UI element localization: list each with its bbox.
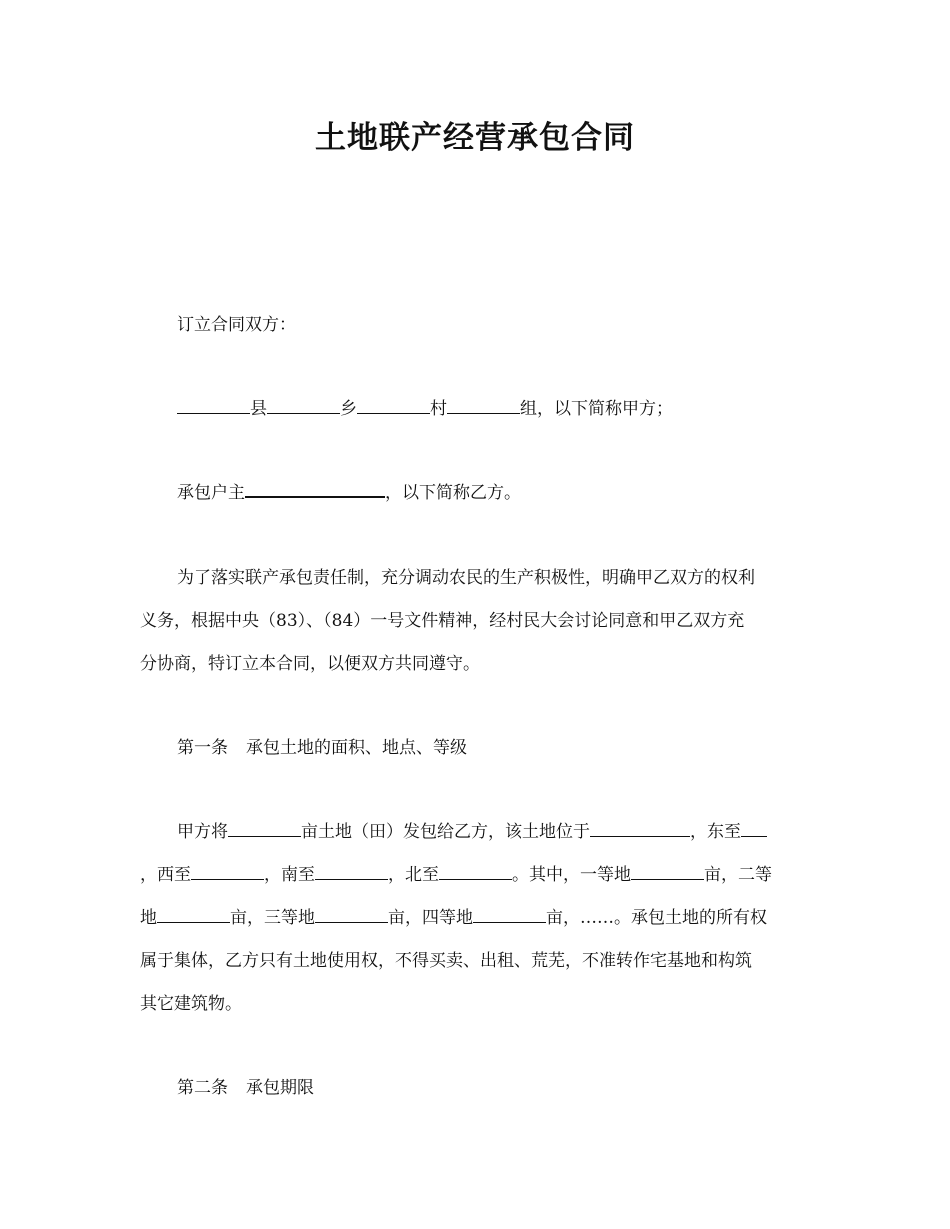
article-1-title: 承包土地的面积、地点、等级: [246, 738, 467, 758]
contractor-blank: [245, 481, 385, 498]
article-1-heading: [140, 727, 849, 770]
county-blank: [177, 398, 250, 414]
text-segment: ，北至: [388, 865, 439, 885]
text-segment: 地: [140, 908, 157, 928]
county-label: 县: [250, 399, 267, 419]
grade-4-blank: [473, 907, 546, 923]
article-1-line-4: 属于集体，乙方只有土地使用权，不得买卖、出租、荒芜，不准转作宅基地和构筑: [140, 951, 752, 971]
text-segment: 亩，……。承包土地的所有权: [546, 908, 767, 928]
township-blank: [267, 398, 340, 414]
article-1-line-2: [140, 854, 812, 897]
north-blank: [439, 864, 512, 880]
group-label: 组，以下简称甲方；: [520, 399, 673, 419]
text-segment: ，西至: [140, 865, 191, 885]
preamble-line-1: 为了落实联产承包责任制，充分调动农民的生产积极性，明确甲乙双方的权利: [177, 568, 755, 588]
article-2-number: 第二条: [177, 1078, 228, 1098]
document-title: 土地联产经营承包合同: [315, 120, 635, 156]
article-2-heading: [140, 1067, 849, 1110]
parties-heading: 订立合同双方：: [177, 315, 296, 335]
preamble-line-2: 义务，根据中央（83）、（84）一号文件精神，经村民大会讨论同意和甲乙双方充: [140, 611, 745, 631]
text-segment: ，南至: [264, 865, 315, 885]
south-blank: [315, 864, 388, 880]
township-label: 乡: [340, 399, 357, 419]
contractor-label: 承包户主: [177, 483, 245, 503]
east-blank: [741, 821, 767, 837]
text-segment: 甲方将: [177, 822, 228, 842]
text-segment: 。其中，一等地: [512, 865, 631, 885]
article-1-line-1: [140, 811, 849, 854]
party-a-line: [140, 388, 849, 431]
article-2-title: 承包期限: [246, 1078, 314, 1098]
text-segment: 亩，四等地: [388, 908, 473, 928]
party-b-suffix: ，以下简称乙方。: [385, 483, 521, 503]
location-blank: [590, 821, 690, 837]
text-segment: ，东至: [690, 822, 741, 842]
grade-2-blank: [157, 907, 230, 923]
article-1-line-5: 其它建筑物。: [140, 994, 242, 1014]
text-segment: 亩，二等: [704, 865, 772, 885]
group-blank: [447, 398, 520, 414]
preamble-line-3: 分协商，特订立本合同，以便双方共同遵守。: [140, 654, 480, 674]
article-1-line-3: [140, 897, 812, 940]
article-1-number: 第一条: [177, 738, 228, 758]
text-segment: 亩土地（田）发包给乙方，该土地位于: [301, 822, 590, 842]
text-segment: 亩，三等地: [230, 908, 315, 928]
village-label: 村: [430, 399, 447, 419]
west-blank: [191, 864, 264, 880]
party-b-line: [140, 472, 849, 515]
area-blank: [228, 821, 301, 837]
village-blank: [357, 398, 430, 414]
grade-1-blank: [631, 864, 704, 880]
grade-3-blank: [315, 907, 388, 923]
